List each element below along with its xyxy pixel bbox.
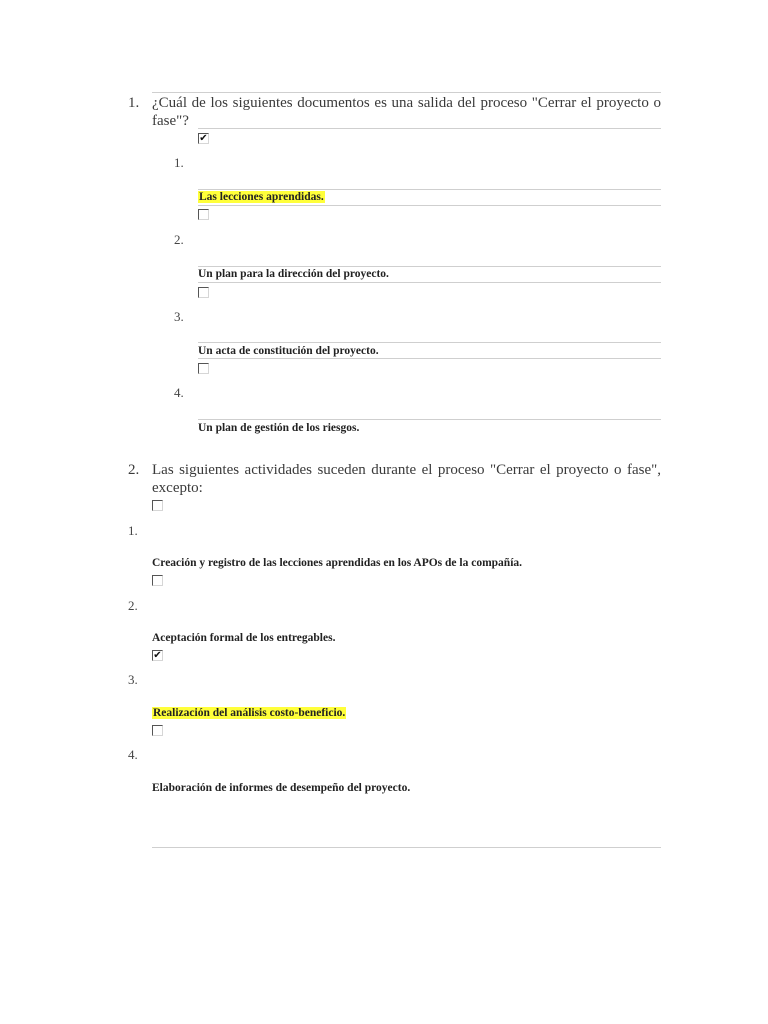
- top-divider: [152, 92, 661, 93]
- q1-option-1-divider: [198, 128, 661, 129]
- q2-option-2-number: 2.: [128, 598, 138, 613]
- q1-option-2-label: Un plan para la dirección del proyecto.: [198, 268, 389, 280]
- question-1-number: 1.: [128, 95, 140, 111]
- q2-option-3-label: [152, 706, 346, 720]
- q1-option-2-divider: [198, 205, 661, 206]
- q2-option-2-label: Aceptación formal de los entregables.: [152, 632, 336, 644]
- q2-option-4-checkbox[interactable]: [152, 725, 163, 736]
- q2-option-4-number: 4.: [128, 747, 138, 762]
- q1-option-2-checkbox[interactable]: [198, 209, 209, 220]
- q1-option-1-checkbox[interactable]: ✔: [199, 133, 208, 144]
- question-2-text: Las siguientes actividades suceden durante el proceso "Cerrar el proyecto o fase", excepto:: [152, 462, 661, 496]
- q1-option-4-rule: [198, 419, 661, 420]
- q2-option-3-number: 3.: [128, 672, 138, 687]
- q2-option-1-label: Creación y registro de las lecciones aprendidas en los APOs de la compañía.: [152, 557, 523, 569]
- q2-option-2-checkbox[interactable]: [152, 575, 163, 586]
- q1-option-1-number: 1.: [174, 155, 184, 170]
- q2-option-1-checkbox[interactable]: [152, 500, 163, 511]
- question-1-text: ¿Cuál de los siguientes documentos es una salida del proceso "Cerrar el proyecto o fase"?: [152, 95, 661, 129]
- q1-option-2-number: 2.: [174, 232, 184, 247]
- q1-option-1-highlight: Las lecciones aprendidas.: [199, 191, 324, 203]
- q2-option-1-number: 1.: [128, 523, 138, 538]
- q2-option-4-label: Elaboración de informes de desempeño del proyecto.: [152, 782, 411, 794]
- q2-option-3-highlight: Realización del análisis costo-beneficio.: [153, 707, 346, 719]
- q1-option-3-rule: [198, 342, 661, 343]
- q1-option-3-divider: [198, 282, 661, 283]
- q1-option-4-checkbox[interactable]: [198, 363, 209, 374]
- q1-option-4-divider: [198, 358, 661, 359]
- q1-option-4-number: 4.: [174, 385, 184, 400]
- q1-option-3-label: Un acta de constitución del proyecto.: [198, 345, 379, 357]
- q1-option-3-number: 3.: [174, 309, 184, 324]
- q1-option-3-checkbox[interactable]: [198, 287, 209, 298]
- question-2-number: 2.: [128, 462, 140, 478]
- q1-option-1-label: [198, 190, 325, 204]
- q2-option-3-checkbox[interactable]: ✔: [153, 650, 162, 661]
- q1-option-4-label: Un plan de gestión de los riesgos.: [198, 422, 360, 434]
- bottom-divider: [152, 847, 661, 848]
